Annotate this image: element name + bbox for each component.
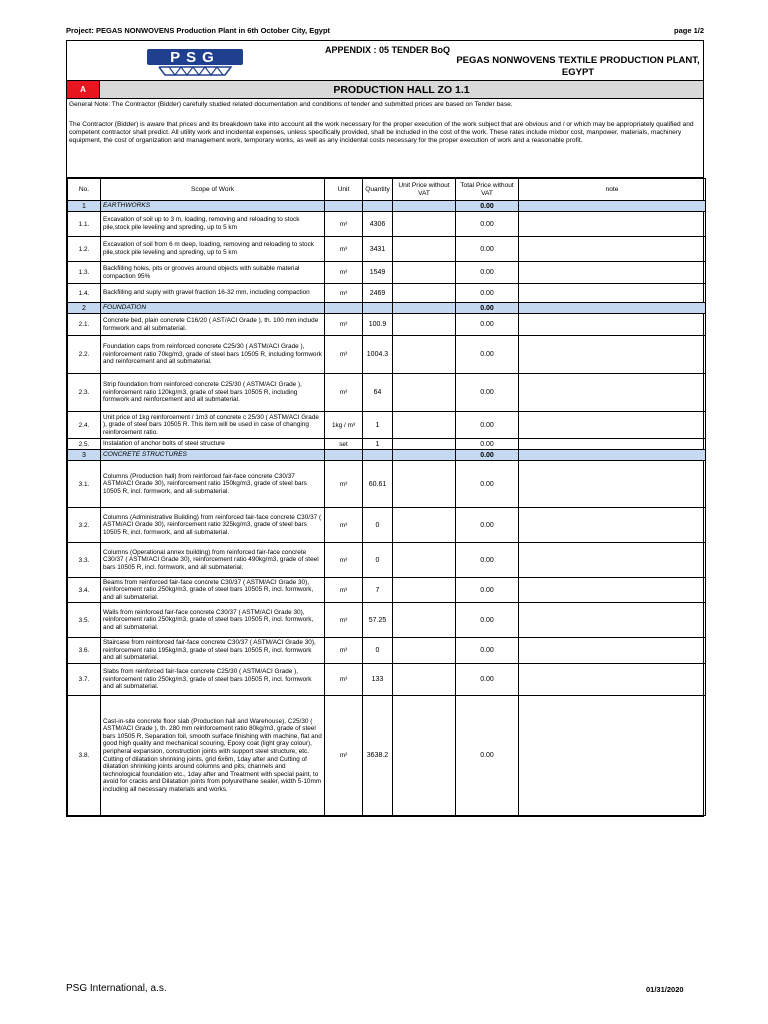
- category-row: [68, 201, 706, 212]
- item-note[interactable]: [519, 374, 706, 412]
- item-number: 3.2.: [68, 508, 101, 543]
- table-row: [68, 336, 706, 374]
- item-unit-price[interactable]: [393, 578, 456, 603]
- item-quantity: [363, 201, 393, 212]
- item-unit-price[interactable]: [393, 508, 456, 543]
- page-number: page 1/2: [673, 26, 704, 35]
- item-scope: Concrete bed, plain concrete C16/20 ( AST/ACI Grade ), th. 100 mm include formwork and all submaterial.: [101, 314, 325, 336]
- item-note[interactable]: [519, 303, 706, 314]
- item-unit-price[interactable]: [393, 303, 456, 314]
- item-quantity: 133: [363, 664, 393, 696]
- item-total-price: 0.00: [456, 412, 519, 439]
- item-number: 1: [68, 201, 101, 212]
- item-unit-price[interactable]: [393, 412, 456, 439]
- item-number: 3.7.: [68, 664, 101, 696]
- item-note[interactable]: [519, 412, 706, 439]
- item-unit-price[interactable]: [393, 543, 456, 578]
- item-scope: Unit price of 1kg reinforcement / 1m3 of concrete c 25/30 ( ASTM/ACI Grade ), grade of steel bars 10505 R. This item will be used in case of changing reinforcement ratio.: [101, 412, 325, 439]
- table-row: [68, 212, 706, 237]
- item-quantity: 3638.2: [363, 696, 393, 816]
- item-unit: m³: [325, 237, 363, 262]
- item-note[interactable]: [519, 578, 706, 603]
- section-title: PRODUCTION HALL ZO 1.1: [100, 81, 703, 98]
- item-scope: EARTHWORKS: [101, 201, 325, 212]
- item-note[interactable]: [519, 664, 706, 696]
- table-row: [68, 543, 706, 578]
- item-unit-price[interactable]: [393, 696, 456, 816]
- section-letter: A: [67, 81, 100, 98]
- item-number: 3.6.: [68, 638, 101, 664]
- item-quantity: 2469: [363, 284, 393, 303]
- item-total-price: 0.00: [456, 450, 519, 461]
- item-number: 3: [68, 450, 101, 461]
- item-unit: m³: [325, 284, 363, 303]
- table-row: [68, 439, 706, 450]
- table-row: [68, 237, 706, 262]
- item-unit-price[interactable]: [393, 284, 456, 303]
- item-note[interactable]: [519, 696, 706, 816]
- footer-company: PSG International, a.s.: [66, 983, 167, 994]
- item-unit: set: [325, 439, 363, 450]
- table-row: [68, 374, 706, 412]
- table-row: [68, 603, 706, 638]
- item-number: 1.4.: [68, 284, 101, 303]
- item-note[interactable]: [519, 439, 706, 450]
- item-quantity: 57.25: [363, 603, 393, 638]
- item-unit-price[interactable]: [393, 603, 456, 638]
- table-row: [68, 412, 706, 439]
- section-header: [67, 81, 703, 99]
- item-scope: Backfilling holes, pits or grooves around objects with suitable material compaction 95%: [101, 262, 325, 284]
- item-total-price: 0.00: [456, 508, 519, 543]
- item-note[interactable]: [519, 461, 706, 508]
- item-quantity: 1004.3: [363, 336, 393, 374]
- item-scope: Columns (Administrative Building) from reinforced fair-face concrete C30/37 ( ASTM/ACI Grade 30), reinforcement ratio 325kg/m3, grade of steel bars 10505 R, incl. formwork, and all submaterial.: [101, 508, 325, 543]
- item-quantity: 60.61: [363, 461, 393, 508]
- item-unit: m³: [325, 212, 363, 237]
- item-total-price: 0.00: [456, 374, 519, 412]
- item-scope: Columns (Operational annex building) from reinforced fair-face concrete C30/37 ( ASTM/ACI Grade 30), reinforcement ratio 490kg/m3, grade of steel bars 10505 R, incl. formwork, and all submaterial.: [101, 543, 325, 578]
- item-quantity: 0: [363, 543, 393, 578]
- item-number: 1.3.: [68, 262, 101, 284]
- item-unit-price[interactable]: [393, 450, 456, 461]
- table-row: [68, 664, 706, 696]
- item-unit: [325, 303, 363, 314]
- item-number: 2.2.: [68, 336, 101, 374]
- item-note[interactable]: [519, 284, 706, 303]
- table-row: [68, 262, 706, 284]
- item-note[interactable]: [519, 262, 706, 284]
- item-unit: [325, 201, 363, 212]
- item-unit-price[interactable]: [393, 237, 456, 262]
- item-unit: m³: [325, 336, 363, 374]
- footer-date: 01/31/2020: [646, 985, 684, 994]
- item-unit-price[interactable]: [393, 664, 456, 696]
- item-total-price: 0.00: [456, 201, 519, 212]
- item-unit-price[interactable]: [393, 201, 456, 212]
- item-quantity: 4306: [363, 212, 393, 237]
- sheet-header: [67, 41, 703, 81]
- item-quantity: 100.9: [363, 314, 393, 336]
- item-total-price: 0.00: [456, 336, 519, 374]
- item-scope: Columns (Production hall) from reinforced fair-face concrete C30/37 ASTM/ACI Grade 30), reinforcement ratio 150kg/m3, grade of steel bars 10505 R, incl. formwork, and all submaterial.: [101, 461, 325, 508]
- item-scope: Strip foundation from reinforced concrete C25/30 ( ASTM/ACI Grade ), reinforcement ratio 120kg/m3, grade of steel bars 10505 R, including formwork and reinforcement and all submaterial.: [101, 374, 325, 412]
- item-unit: m³: [325, 664, 363, 696]
- item-unit-price[interactable]: [393, 212, 456, 237]
- item-note[interactable]: [519, 201, 706, 212]
- item-unit: m³: [325, 374, 363, 412]
- item-total-price: 0.00: [456, 303, 519, 314]
- item-unit: m³: [325, 314, 363, 336]
- item-scope: Slabs from reinforced fair-face concrete C25/30 ( ASTM/ACI Grade ), reinforcement ratio 250kg/m3, grade of steel bars 10505 R, incl. formwork and all submaterial.: [101, 664, 325, 696]
- item-scope: CONCRETE STRUCTURES: [101, 450, 325, 461]
- col-header-scope: Scope of Work: [101, 179, 325, 201]
- item-total-price: 0.00: [456, 262, 519, 284]
- item-total-price: 0.00: [456, 212, 519, 237]
- boq-table: [67, 178, 706, 816]
- item-scope: Excavation of soil from 6 m deep, loading, removing and reloading to stock pile,stock pile leveling and spreding, up to 5 km: [101, 237, 325, 262]
- item-unit-price[interactable]: [393, 461, 456, 508]
- item-unit: m³: [325, 262, 363, 284]
- col-header-total-price: Total Price without VAT: [456, 179, 519, 201]
- item-quantity: 0: [363, 638, 393, 664]
- table-row: [68, 284, 706, 303]
- item-note[interactable]: [519, 638, 706, 664]
- item-total-price: 0.00: [456, 543, 519, 578]
- col-header-no: No.: [68, 179, 101, 201]
- category-row: [68, 303, 706, 314]
- item-total-price: 0.00: [456, 439, 519, 450]
- col-header-unit: Unit: [325, 179, 363, 201]
- item-note[interactable]: [519, 508, 706, 543]
- item-total-price: 0.00: [456, 638, 519, 664]
- item-number: 2: [68, 303, 101, 314]
- item-number: 2.1.: [68, 314, 101, 336]
- item-quantity: 7: [363, 578, 393, 603]
- boq-sheet: [66, 40, 704, 817]
- general-note: General Note: The Contractor (Bidder) carefully studied related documentation and conditions of tender and submitted prices are based on Tender base.: [69, 101, 513, 108]
- col-header-quantity: Quantity: [363, 179, 393, 201]
- item-total-price: 0.00: [456, 314, 519, 336]
- table-row: [68, 508, 706, 543]
- table-body: [68, 201, 706, 816]
- appendix-label: APPENDIX : 05 TENDER BoQ: [325, 45, 451, 55]
- col-header-unit-price: Unit Price without VAT: [393, 179, 456, 201]
- item-scope: Instalation of anchor bolts of steel structure: [101, 439, 325, 450]
- item-number: 3.8.: [68, 696, 101, 816]
- item-scope: Excavation of soil up to 3 m, loading, removing and reloading to stock pile,stock pile leveling and spreding, up to 5 km: [101, 212, 325, 237]
- contractor-note: The Contractor (Bidder) is aware that prices and its breakdown take into account all the work necessary for the proper execution of the work subject that are obvious and / or which may be appropriately qualified and competent contractor shall predict. All utility work and incidental expenses, unless specifically provided, shall be included in the cost of the work. These rates include mixbor cost, manpower, materials, machinery equipment, the cost of organization and management work, temporary works, as well as any incidental costs necessary for the proper execution of work and a reasonable profit.: [69, 121, 694, 144]
- item-unit-price[interactable]: [393, 439, 456, 450]
- item-number: 3.4.: [68, 578, 101, 603]
- general-notes: [67, 99, 703, 178]
- item-number: 2.4.: [68, 412, 101, 439]
- item-unit: m³: [325, 638, 363, 664]
- item-quantity: [363, 303, 393, 314]
- item-unit: m³: [325, 543, 363, 578]
- item-total-price: 0.00: [456, 461, 519, 508]
- psg-logo-icon: [145, 45, 245, 77]
- item-total-price: 0.00: [456, 578, 519, 603]
- item-total-price: 0.00: [456, 237, 519, 262]
- item-unit: m²: [325, 696, 363, 816]
- item-unit-price[interactable]: [393, 262, 456, 284]
- item-number: 3.5.: [68, 603, 101, 638]
- item-note[interactable]: [519, 603, 706, 638]
- table-row: [68, 461, 706, 508]
- project-title: Project: PEGAS NONWOVENS Production Plant in 6th October City, Egypt: [66, 26, 331, 35]
- item-number: 2.5.: [68, 439, 101, 450]
- logo-text: PSG: [170, 48, 220, 66]
- client-name: PEGAS NONWOVENS TEXTILE PRODUCTION PLANT, EGYPT: [456, 55, 700, 78]
- item-scope: Foundation caps from reinforced concrete C25/30 ( ASTM/ACI Grade ), reinforcement ratio 70kg/m3, grade of steel bars 10505 R, including formwork and reinforcement and all submaterial.: [101, 336, 325, 374]
- table-row: [68, 314, 706, 336]
- table-row: [68, 696, 706, 816]
- document-header-line: [66, 26, 704, 35]
- item-total-price: 0.00: [456, 696, 519, 816]
- item-unit-price[interactable]: [393, 314, 456, 336]
- table-row: [68, 578, 706, 603]
- table-row: [68, 638, 706, 664]
- item-unit: m³: [325, 603, 363, 638]
- item-number: 3.1.: [68, 461, 101, 508]
- item-number: 3.3.: [68, 543, 101, 578]
- item-unit-price[interactable]: [393, 374, 456, 412]
- item-unit-price[interactable]: [393, 336, 456, 374]
- item-unit: m³: [325, 508, 363, 543]
- item-note[interactable]: [519, 212, 706, 237]
- item-note[interactable]: [519, 336, 706, 374]
- item-total-price: 0.00: [456, 284, 519, 303]
- col-header-note: note: [519, 179, 706, 201]
- psg-logo: [67, 41, 323, 80]
- item-scope: Cast-in-site concrete floor slab (Production hall and Warehouse), C25/30 ( ASTM/ACI Grade ), th. 280 mm reinforcement ratio 80kg/m3, grade of steel bars 10505 R, Separation foil, smooth surface finishing with machine, flat and good high quality and mechanical scouring, Epoxy coat (light gray colour), peripheral expansion, construction joints with support steel structure, etc. Cutting of dilatation shrinking joints, grid 6x6m, 1day after and Cutting of dilatation shrinking joints around columns and pits, channels and technological foundation etc., 1day after and Treatment with special paint, to avoid for cracks and Dilatation joints from polyurethane sealer, width 5-10mm including all necessary materials and works.: [101, 696, 325, 816]
- item-unit: [325, 450, 363, 461]
- item-note[interactable]: [519, 450, 706, 461]
- item-quantity: 0: [363, 508, 393, 543]
- item-quantity: [363, 450, 393, 461]
- item-note[interactable]: [519, 543, 706, 578]
- item-unit-price[interactable]: [393, 638, 456, 664]
- category-row: [68, 450, 706, 461]
- item-unit: m³: [325, 578, 363, 603]
- table-header-row: [68, 179, 706, 201]
- item-scope: FOUNDATION: [101, 303, 325, 314]
- item-number: 1.1.: [68, 212, 101, 237]
- item-note[interactable]: [519, 237, 706, 262]
- item-scope: Beams from reinforced fair-face concrete C30/37 ( ASTM/ACI Grade 30), reinforcement ratio 250kg/m3, grade of steel bars 10505 R, incl. formwork, and all submaterial.: [101, 578, 325, 603]
- item-number: 1.2.: [68, 237, 101, 262]
- item-unit: m³: [325, 461, 363, 508]
- item-total-price: 0.00: [456, 603, 519, 638]
- item-scope: Backfilling and suply with gravel fraction 16-32 mm, including compaction: [101, 284, 325, 303]
- item-unit: 1kg / m³: [325, 412, 363, 439]
- item-quantity: 1: [363, 439, 393, 450]
- item-quantity: 1: [363, 412, 393, 439]
- item-scope: Walls from reinforced fair-face concrete C30/37 ( ASTM/ACI Grade 30), reinforcement ratio 250kg/m3, grade of steel bars 10505 R, incl. formwork, and all submaterial.: [101, 603, 325, 638]
- item-note[interactable]: [519, 314, 706, 336]
- item-number: 2.3.: [68, 374, 101, 412]
- item-total-price: 0.00: [456, 664, 519, 696]
- item-scope: Staircase from reinforced fair-face concrete C30/37 ( ASTM/ACI Grade 30), reinforcement ratio 195kg/m3, grade of steel bars 10505 R, incl. formwork and all submaterial.: [101, 638, 325, 664]
- item-quantity: 64: [363, 374, 393, 412]
- item-quantity: 1549: [363, 262, 393, 284]
- item-quantity: 3431: [363, 237, 393, 262]
